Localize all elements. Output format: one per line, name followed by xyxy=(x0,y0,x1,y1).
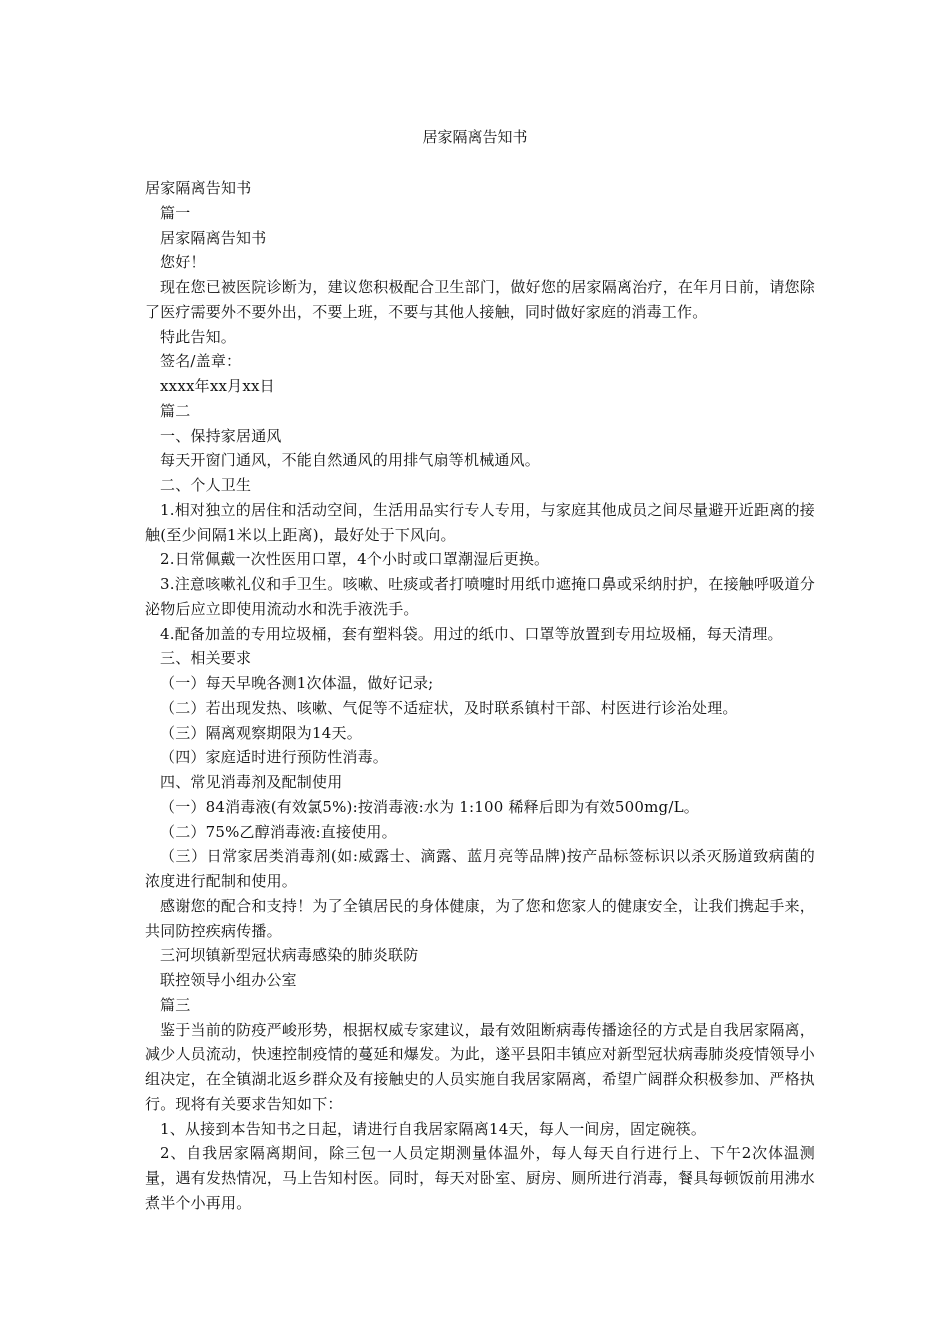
paragraph: 三、相关要求 xyxy=(160,649,252,668)
paragraph: 现在您已被医院诊断为，建议您积极配合卫生部门，做好您的居家隔离治疗，在年月日前，请您除了医疗需要外不要外出，不要上班，不要与其他人接触，同时做好家庭的消毒工作。 xyxy=(145,278,815,321)
paragraph: 居家隔离告知书 xyxy=(160,228,267,247)
paragraph: 鉴于当前的防疫严峻形势，根据权威专家建议，最有效阻断病毒传播途径的方式是自我居家隔离，减少人员流动，快速控制疫情的蔓延和爆发。为此，遂平县阳丰镇应对新型冠状病毒肺炎疫情领导小组决定，在全镇湖北返乡群众及有接触史的人员实施自我居家隔离，希望广阔群众积极参加、严格执行。现将有关要求告知如下： xyxy=(145,1020,815,1113)
paragraph: 每天开窗门通风，不能自然通风的用排气扇等机械通风。 xyxy=(160,451,541,470)
paragraph: 联控领导小组办公室 xyxy=(160,971,297,989)
paragraph: （二）若出现发热、咳嗽、气促等不适症状，及时联系镇村干部、村医进行诊治处理。 xyxy=(160,698,738,717)
paragraph: 篇二 xyxy=(160,401,191,420)
paragraph: 篇一 xyxy=(160,203,191,222)
paragraph: （四）家庭适时进行预防性消毒。 xyxy=(160,748,389,767)
paragraph: 2、自我居家隔离期间，除三包一人员定期测量体温外，每人每天自行进行上、下午2次体温测量，遇有发热情况，马上告知村医。同时，每天对卧室、厨房、厕所进行消毒，餐具每顿饭前用沸水煮半个小再用。 xyxy=(145,1144,815,1212)
paragraph: 三河坝镇新型冠状病毒感染的肺炎联防 xyxy=(160,946,419,965)
paragraph: 一、保持家居通风 xyxy=(160,426,282,445)
paragraph: 二、个人卫生 xyxy=(160,476,252,494)
paragraph: （二）75%乙醇消毒液:直接使用。 xyxy=(160,822,397,841)
paragraph: 1.相对独立的居住和活动空间，生活用品实行专人专用，与家庭其他成员之间尽量避开近距离的接触(至少间隔1米以上距离)，最好处于下风向。 xyxy=(145,500,815,544)
paragraph: （三）隔离观察期限为14天。 xyxy=(160,723,362,742)
paragraph: 篇三 xyxy=(160,995,191,1014)
paragraph: 2.日常佩戴一次性医用口罩，4个小时或口罩潮湿后更换。 xyxy=(160,550,550,569)
paragraph: （一）84消毒液(有效氯5%):按消毒液:水为 1:100 稀释后即为有效500mg/L。 xyxy=(160,797,699,816)
paragraph: 四、常见消毒剂及配制使用 xyxy=(160,773,343,791)
paragraph: 签名/盖章： xyxy=(160,352,242,371)
paragraph: 感谢您的配合和支持！为了全镇居民的身体健康，为了您和您家人的健康安全，让我们携起手来，共同防控疾病传播。 xyxy=(145,896,815,940)
paragraph: 居家隔离告知书 xyxy=(145,179,252,197)
paragraph: （一）每天早晚各测1次体温，做好记录; xyxy=(160,674,434,692)
document-body xyxy=(145,176,815,1216)
paragraph: 您好！ xyxy=(160,253,206,272)
paragraph: 3.注意咳嗽礼仪和手卫生。咳嗽、吐痰或者打喷嚏时用纸巾遮掩口鼻或采纳肘护，在接触呼吸道分泌物后应立即使用流动水和洗手液洗手。 xyxy=(145,575,815,618)
paragraph: （三）日常家居类消毒剂(如:威露士、滴露、蓝月亮等品牌)按产品标签标识以杀灭肠道致病菌的浓度进行配制和使用。 xyxy=(145,847,815,890)
document-title: 居家隔离告知书 xyxy=(422,128,528,146)
paragraph: 1、从接到本告知书之日起，请进行自我居家隔离14天，每人一间房，固定碗筷。 xyxy=(160,1119,707,1138)
paragraph: xxxx年xx月xx日 xyxy=(160,377,275,395)
paragraph: 特此告知。 xyxy=(160,327,237,346)
paragraph: 4.配备加盖的专用垃圾桶，套有塑料袋。用过的纸巾、口罩等放置到专用垃圾桶，每天清理。 xyxy=(160,624,783,643)
